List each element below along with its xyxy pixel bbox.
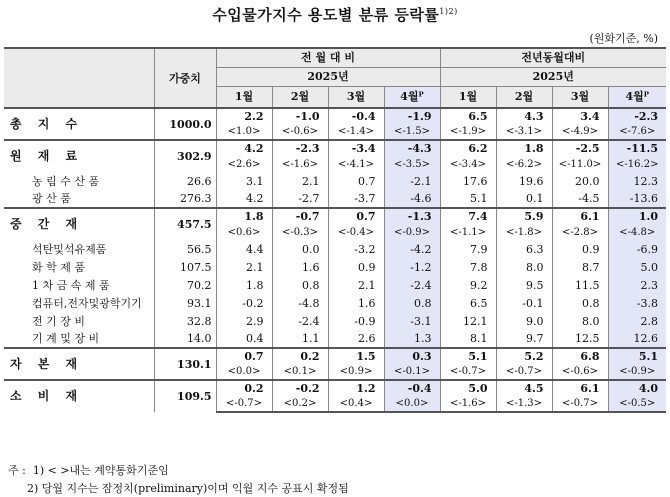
value-cell: 5.0: [440, 380, 496, 396]
header-month: 3월: [552, 86, 608, 108]
contract-currency-cell: <-0.6>: [552, 364, 608, 380]
value-cell: 2.1: [216, 258, 272, 276]
value-cell: 5.1: [608, 348, 666, 364]
value-cell: 6.8: [552, 348, 608, 364]
contract-currency-cell: <0.0>: [384, 396, 440, 412]
value-cell: -2.5: [552, 140, 608, 156]
value-cell: -3.1: [384, 312, 440, 330]
header-yoy-year: 2025년: [440, 67, 666, 86]
value-cell: 3.4: [552, 108, 608, 124]
contract-currency-cell: <-4.8>: [608, 224, 666, 240]
header-month: 2월: [496, 86, 552, 108]
value-cell: 0.2: [272, 348, 328, 364]
value-cell: 6.1: [552, 208, 608, 224]
header-month: 1월: [440, 86, 496, 108]
value-cell: 5.1: [440, 190, 496, 208]
row-weight: 109.5: [154, 380, 216, 412]
value-cell: -1.9: [384, 108, 440, 124]
row-weight: 56.5: [154, 240, 216, 258]
contract-currency-cell: <-7.6>: [608, 124, 666, 140]
row-label: 광 산 품: [4, 190, 154, 208]
value-cell: 5.0: [608, 258, 666, 276]
unit-label: (원화기준, %): [589, 32, 658, 45]
header-month: 2월: [272, 86, 328, 108]
contract-currency-cell: <-0.7>: [552, 396, 608, 412]
value-cell: 4.2: [216, 140, 272, 156]
contract-currency-cell: <-1.1>: [440, 224, 496, 240]
value-cell: -0.1: [496, 294, 552, 312]
value-cell: -13.6: [608, 190, 666, 208]
value-cell: 9.2: [440, 276, 496, 294]
value-cell: 0.7: [216, 348, 272, 364]
value-cell: -2.7: [272, 190, 328, 208]
value-cell: -1.3: [384, 208, 440, 224]
table-row: [4, 172, 666, 190]
value-cell: -3.2: [328, 240, 384, 258]
value-cell: 1.2: [328, 380, 384, 396]
contract-currency-cell: <-0.7>: [496, 364, 552, 380]
row-label: 전 기 장 비: [4, 312, 154, 330]
value-cell: 2.6: [328, 330, 384, 348]
value-cell: 6.3: [496, 240, 552, 258]
value-cell: 1.0: [608, 208, 666, 224]
contract-currency-cell: <0.6>: [216, 224, 272, 240]
value-cell: 5.9: [496, 208, 552, 224]
value-cell: -6.9: [608, 240, 666, 258]
table-row: [4, 276, 666, 294]
value-cell: 7.4: [440, 208, 496, 224]
table-row: [4, 312, 666, 330]
value-cell: -1.0: [272, 108, 328, 124]
value-cell: 1.8: [216, 276, 272, 294]
value-cell: 1.8: [496, 140, 552, 156]
value-cell: -3.8: [608, 294, 666, 312]
contract-currency-cell: <-16.2>: [608, 156, 666, 172]
contract-currency-cell: <-0.9>: [384, 224, 440, 240]
value-cell: 1.3: [384, 330, 440, 348]
contract-currency-cell: <-1.8>: [496, 224, 552, 240]
contract-currency-cell: <-0.4>: [328, 224, 384, 240]
contract-currency-cell: <-11.0>: [552, 156, 608, 172]
price-index-table: [4, 47, 666, 413]
contract-currency-cell: <-0.5>: [608, 396, 666, 412]
value-cell: 20.0: [552, 172, 608, 190]
value-cell: 0.1: [496, 190, 552, 208]
value-cell: 4.2: [216, 190, 272, 208]
value-cell: 7.9: [440, 240, 496, 258]
value-cell: -0.7: [272, 208, 328, 224]
row-label: 기 계 및 장 비: [4, 330, 154, 348]
value-cell: 0.7: [328, 172, 384, 190]
value-cell: -2.4: [272, 312, 328, 330]
contract-currency-cell: <-3.5>: [384, 156, 440, 172]
value-cell: -2.1: [384, 172, 440, 190]
value-cell: 6.5: [440, 294, 496, 312]
header-weight: 가중치: [154, 48, 216, 108]
value-cell: -4.5: [552, 190, 608, 208]
value-cell: 12.1: [440, 312, 496, 330]
value-cell: 8.0: [496, 258, 552, 276]
value-cell: 7.8: [440, 258, 496, 276]
contract-currency-cell: <-0.1>: [384, 364, 440, 380]
table-row: [4, 348, 666, 364]
contract-currency-cell: <-1.6>: [440, 396, 496, 412]
contract-currency-cell: <-3.1>: [496, 124, 552, 140]
row-label: 소 비 재: [4, 380, 154, 412]
header-mom-year: 2025년: [216, 67, 440, 86]
value-cell: -2.3: [608, 108, 666, 124]
table-row: [4, 108, 666, 124]
row-weight: 14.0: [154, 330, 216, 348]
contract-currency-cell: <-1.3>: [496, 396, 552, 412]
value-cell: 8.7: [552, 258, 608, 276]
value-cell: -3.4: [328, 140, 384, 156]
value-cell: 1.1: [272, 330, 328, 348]
value-cell: -0.2: [272, 380, 328, 396]
value-cell: -2.3: [272, 140, 328, 156]
row-label: 1 차 금 속 제 품: [4, 276, 154, 294]
value-cell: 12.3: [608, 172, 666, 190]
value-cell: 2.9: [216, 312, 272, 330]
footnote-2: 2) 당월 지수는 잠정치(preliminary)이며 익월 지수 공표시 확정됨: [27, 482, 349, 495]
value-cell: 0.2: [216, 380, 272, 396]
contract-currency-cell: <0.1>: [272, 364, 328, 380]
row-weight: 276.3: [154, 190, 216, 208]
table-row: [4, 380, 666, 396]
table-row: [4, 140, 666, 156]
table-row: [4, 208, 666, 224]
value-cell: 17.6: [440, 172, 496, 190]
value-cell: 0.0: [272, 240, 328, 258]
contract-currency-cell: <-4.1>: [328, 156, 384, 172]
contract-currency-cell: <2.6>: [216, 156, 272, 172]
value-cell: 3.1: [216, 172, 272, 190]
table-row: [4, 190, 666, 208]
value-cell: 4.4: [216, 240, 272, 258]
value-cell: 2.1: [272, 172, 328, 190]
contract-currency-cell: <-1.4>: [328, 124, 384, 140]
value-cell: 4.3: [496, 108, 552, 124]
value-cell: 5.1: [440, 348, 496, 364]
header-month: 4월ᴾ: [608, 86, 666, 108]
row-label: 컴퓨터,전자및광학기기: [4, 294, 154, 312]
row-label: 석탄및석유제품: [4, 240, 154, 258]
table-row: [4, 258, 666, 276]
value-cell: 4.0: [608, 380, 666, 396]
value-cell: -3.7: [328, 190, 384, 208]
value-cell: -0.2: [216, 294, 272, 312]
value-cell: 0.9: [328, 258, 384, 276]
row-weight: 107.5: [154, 258, 216, 276]
value-cell: 0.8: [384, 294, 440, 312]
value-cell: -4.3: [384, 140, 440, 156]
row-weight: 93.1: [154, 294, 216, 312]
value-cell: -0.9: [328, 312, 384, 330]
header-month: 3월: [328, 86, 384, 108]
value-cell: 6.2: [440, 140, 496, 156]
value-cell: 0.8: [272, 276, 328, 294]
header-row-1: [4, 48, 666, 67]
value-cell: 0.3: [384, 348, 440, 364]
value-cell: 2.1: [328, 276, 384, 294]
row-label: 중 간 재: [4, 208, 154, 240]
header-month: 1월: [216, 86, 272, 108]
row-label: 원 재 료: [4, 140, 154, 172]
contract-currency-cell: <-0.7>: [440, 364, 496, 380]
value-cell: -11.5: [608, 140, 666, 156]
value-cell: 4.5: [496, 380, 552, 396]
value-cell: 19.6: [496, 172, 552, 190]
row-label: 총 지 수: [4, 108, 154, 140]
contract-currency-cell: <0.9>: [328, 364, 384, 380]
value-cell: 9.0: [496, 312, 552, 330]
value-cell: 5.2: [496, 348, 552, 364]
row-label: 농 림 수 산 품: [4, 172, 154, 190]
contract-currency-cell: <-0.7>: [216, 396, 272, 412]
value-cell: -4.8: [272, 294, 328, 312]
row-weight: 130.1: [154, 348, 216, 380]
header-month: 4월ᴾ: [384, 86, 440, 108]
contract-currency-cell: <-1.5>: [384, 124, 440, 140]
contract-currency-cell: <1.0>: [216, 124, 272, 140]
contract-currency-cell: <-0.9>: [608, 364, 666, 380]
row-label: 화 학 제 품: [4, 258, 154, 276]
value-cell: 9.5: [496, 276, 552, 294]
value-cell: 0.7: [328, 208, 384, 224]
table-row: [4, 330, 666, 348]
value-cell: -0.4: [384, 380, 440, 396]
row-weight: 457.5: [154, 208, 216, 240]
contract-currency-cell: <-6.2>: [496, 156, 552, 172]
row-weight: 70.2: [154, 276, 216, 294]
value-cell: 6.1: [552, 380, 608, 396]
value-cell: 0.9: [552, 240, 608, 258]
value-cell: 2.3: [608, 276, 666, 294]
row-weight: 1000.0: [154, 108, 216, 140]
contract-currency-cell: <-0.3>: [272, 224, 328, 240]
contract-currency-cell: <-4.9>: [552, 124, 608, 140]
value-cell: 8.0: [552, 312, 608, 330]
value-cell: 6.5: [440, 108, 496, 124]
value-cell: -4.2: [384, 240, 440, 258]
value-cell: 1.5: [328, 348, 384, 364]
header-yoy: 전년동월대비: [440, 48, 666, 67]
contract-currency-cell: <-3.4>: [440, 156, 496, 172]
table-title: 수입물가지수 용도별 분류 등락률$^{1)2)}$: [212, 6, 458, 24]
value-cell: 0.8: [552, 294, 608, 312]
value-cell: 12.5: [552, 330, 608, 348]
contract-currency-cell: <-1.6>: [272, 156, 328, 172]
contract-currency-cell: <-0.6>: [272, 124, 328, 140]
value-cell: 2.8: [608, 312, 666, 330]
contract-currency-cell: <0.0>: [216, 364, 272, 380]
row-weight: 32.8: [154, 312, 216, 330]
header-mom: 전 월 대 비: [216, 48, 440, 67]
value-cell: 1.6: [328, 294, 384, 312]
table-row: [4, 294, 666, 312]
contract-currency-cell: <-2.8>: [552, 224, 608, 240]
header-category: [4, 48, 154, 108]
contract-currency-cell: <-1.9>: [440, 124, 496, 140]
value-cell: 1.6: [272, 258, 328, 276]
value-cell: -1.2: [384, 258, 440, 276]
row-weight: 26.6: [154, 172, 216, 190]
value-cell: 12.6: [608, 330, 666, 348]
contract-currency-cell: <0.2>: [272, 396, 328, 412]
value-cell: 0.4: [216, 330, 272, 348]
value-cell: 8.1: [440, 330, 496, 348]
table-row: [4, 240, 666, 258]
value-cell: -0.4: [328, 108, 384, 124]
value-cell: -2.4: [384, 276, 440, 294]
value-cell: -4.6: [384, 190, 440, 208]
row-label: 자 본 재: [4, 348, 154, 380]
row-weight: 302.9: [154, 140, 216, 172]
value-cell: 9.7: [496, 330, 552, 348]
value-cell: 11.5: [552, 276, 608, 294]
contract-currency-cell: <0.4>: [328, 396, 384, 412]
footnote-1: 주 : 1) < >내는 계약통화기준임: [8, 464, 169, 477]
value-cell: 2.2: [216, 108, 272, 124]
value-cell: 1.8: [216, 208, 272, 224]
